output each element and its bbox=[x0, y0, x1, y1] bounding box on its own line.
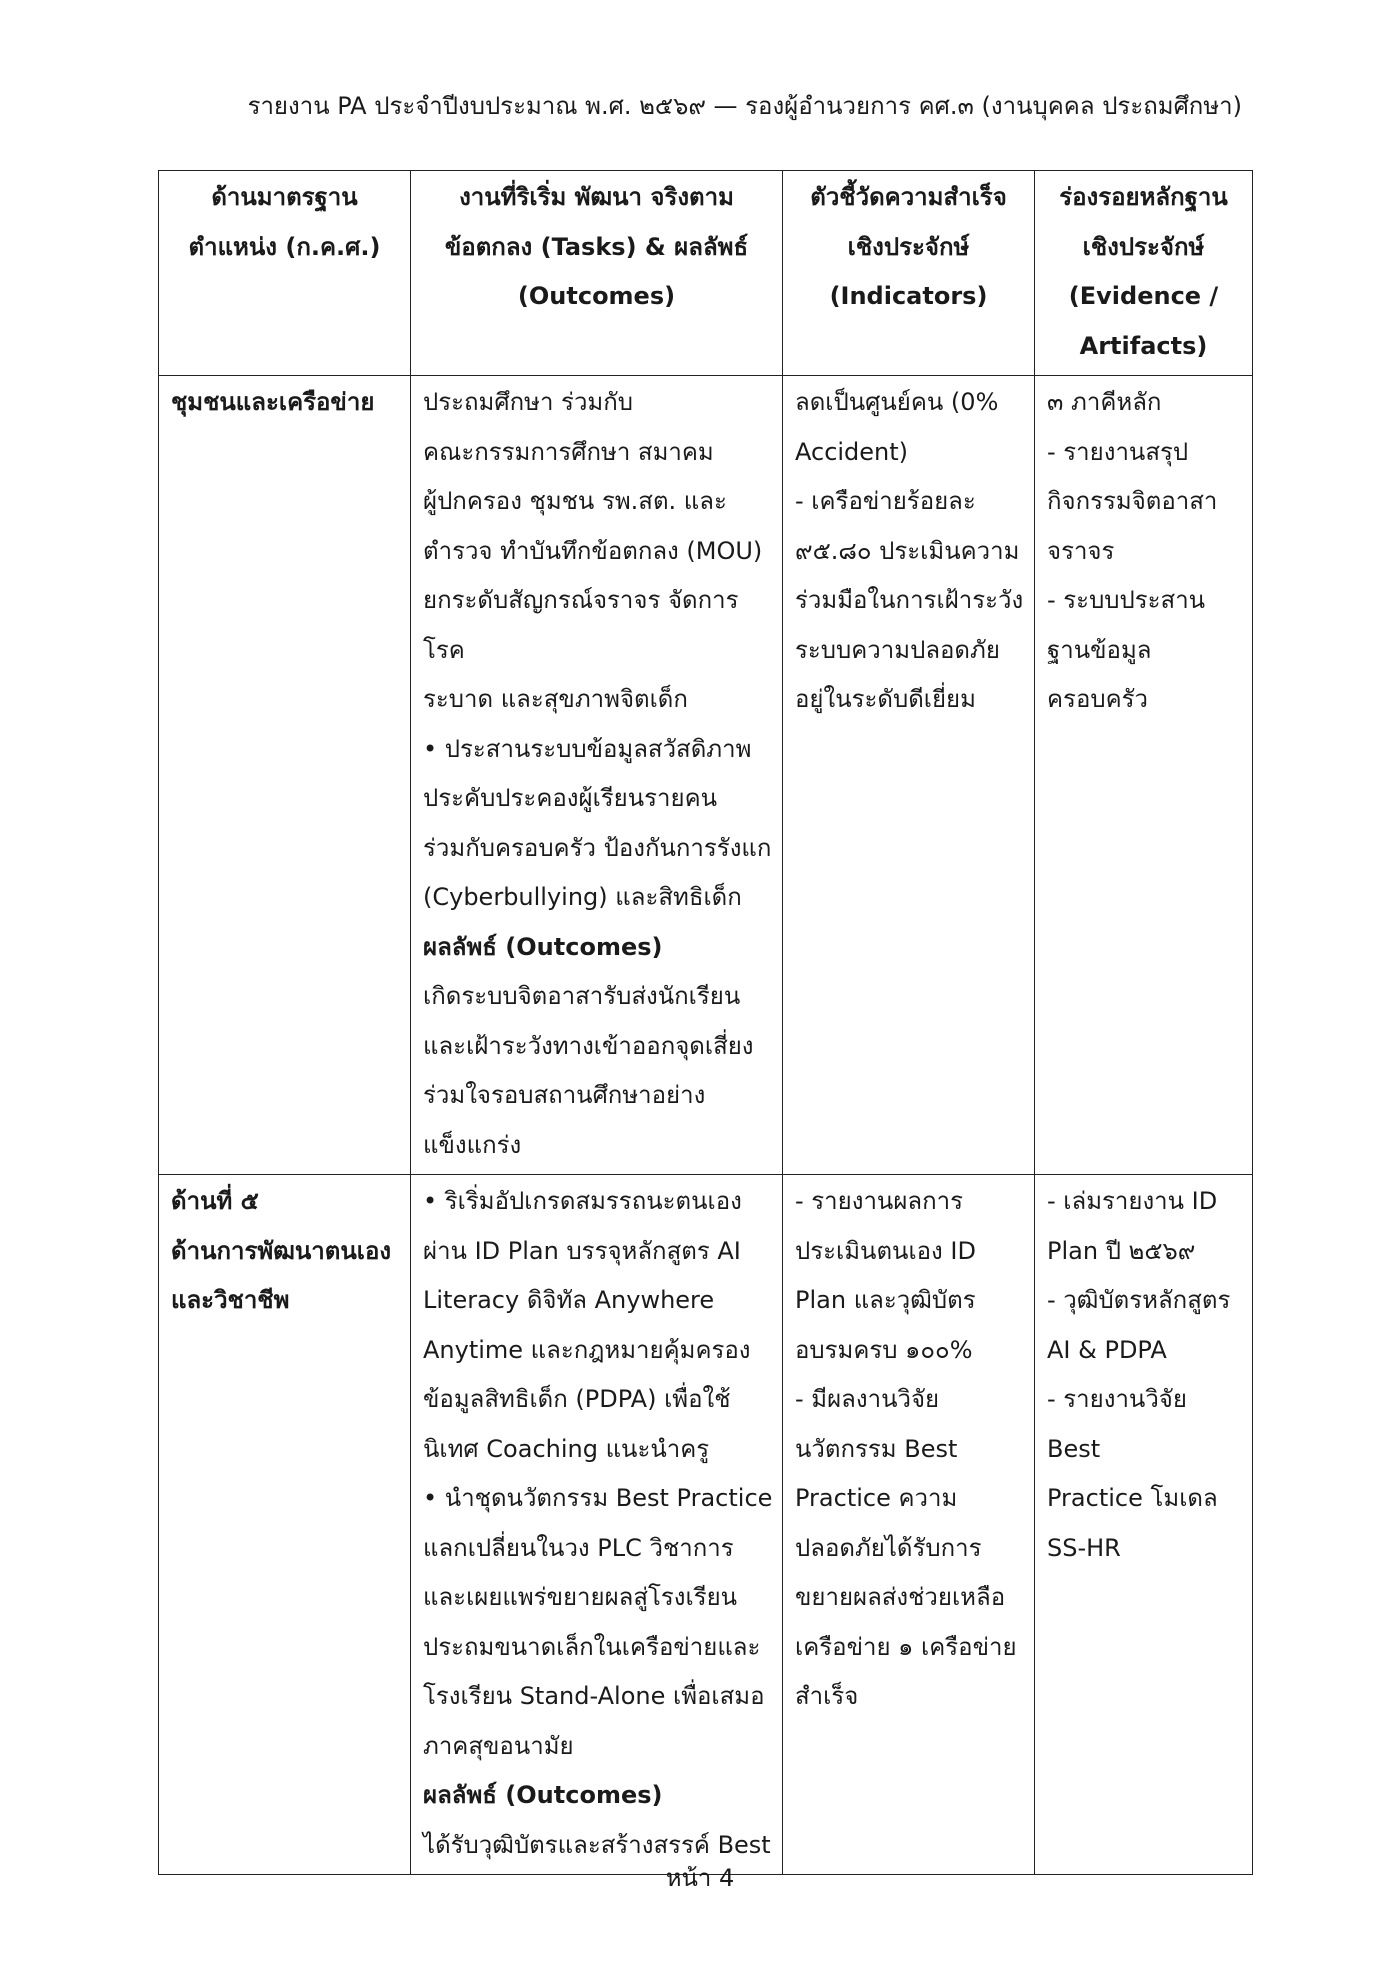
task-line: ร่วมใจรอบสถานศึกษาอย่าง bbox=[423, 1081, 706, 1109]
evidence-cell bbox=[1035, 376, 1253, 1175]
task-line: และเฝ้าระวังทางเข้าออกจุดเสี่ยง bbox=[423, 1031, 754, 1060]
indicator-line: นวัตกรรม Best bbox=[795, 1434, 958, 1463]
header-evidence-line: ร่องรอยหลักฐาน bbox=[1059, 183, 1228, 211]
evidence-line: - วุฒิบัตรหลักสูตร bbox=[1047, 1286, 1231, 1314]
task-line: • ประสานระบบข้อมูลสวัสดิภาพ bbox=[423, 734, 752, 763]
task-line: คณะกรรมการศึกษา สมาคม bbox=[423, 437, 714, 466]
task-line: • นำชุดนวัตกรรม Best Practice bbox=[423, 1484, 773, 1512]
indicator-line: อยู่ในระดับดีเยี่ยม bbox=[795, 685, 976, 713]
task-line: ตำรวจ ทำบันทึกข้อตกลง (MOU) bbox=[423, 536, 763, 565]
task-line: (Cyberbullying) และสิทธิเด็ก bbox=[423, 883, 742, 911]
tasks-cell bbox=[411, 376, 783, 1175]
indicators-cell bbox=[783, 376, 1035, 1175]
task-line: ประถมศึกษา ร่วมกับ bbox=[423, 388, 634, 416]
evidence-line: ๓ ภาคีหลัก bbox=[1047, 388, 1162, 416]
indicator-line: ๙๕.๘๐ ประเมินความ bbox=[795, 536, 1020, 565]
table-body bbox=[159, 376, 1253, 1875]
indicator-line: - รายงานผลการ bbox=[795, 1187, 963, 1215]
evidence-line: - ระบบประสาน bbox=[1047, 586, 1206, 614]
task-line: ระบาด และสุขภาพจิตเด็ก bbox=[423, 685, 688, 713]
task-line: และเผยแพร่ขยายผลสู่โรงเรียน bbox=[423, 1583, 738, 1611]
standard-cell bbox=[159, 376, 411, 1175]
task-line: ภาคสุขอนามัย bbox=[423, 1731, 574, 1760]
evidence-line: จราจร bbox=[1047, 536, 1115, 565]
indicator-line: - เครือข่ายร้อยละ bbox=[795, 487, 976, 515]
task-line: ประถมขนาดเล็กในเครือข่ายและ bbox=[423, 1632, 761, 1661]
indicator-line: ลดเป็นศูนย์คน (0% bbox=[795, 388, 999, 416]
pa-table bbox=[158, 170, 1253, 1875]
indicator-line: ร่วมมือในการเฝ้าระวัง bbox=[795, 586, 1024, 614]
header-indicators-line: เชิงประจักษ์ bbox=[847, 232, 970, 261]
indicator-line: Plan และวุฒิบัตร bbox=[795, 1286, 976, 1314]
header-evidence-line: (Evidence / bbox=[1068, 282, 1219, 310]
evidence-line: - รายงานวิจัย Best bbox=[1047, 1385, 1187, 1463]
page-header: รายงาน PA ประจำปีงบประมาณ พ.ศ. ๒๕๖๙ — รองผู้อำนวยการ คศ.๓ (งานบุคคล ประถมศึกษา) bbox=[247, 92, 1242, 120]
task-line: • ริเริ่มอัปเกรดสมรรถนะตนเอง bbox=[423, 1187, 742, 1215]
evidence-line: AI & PDPA bbox=[1047, 1335, 1167, 1364]
task-line: ผลลัพธ์ (Outcomes) bbox=[423, 1781, 663, 1809]
evidence-line: กิจกรรมจิตอาสา bbox=[1047, 487, 1218, 515]
header-tasks bbox=[411, 171, 783, 376]
table-row bbox=[159, 1175, 1253, 1875]
task-line: ผลลัพธ์ (Outcomes) bbox=[423, 932, 663, 961]
header-standard-line: ตำแหน่ง (ก.ค.ศ.) bbox=[188, 232, 381, 261]
indicator-line: - มีผลงานวิจัย bbox=[795, 1385, 940, 1413]
indicator-line: ประเมินตนเอง ID bbox=[795, 1236, 976, 1265]
task-line: ยกระดับสัญกรณ์จราจร จัดการโรค bbox=[423, 586, 739, 664]
task-line: ได้รับวุฒิบัตรและสร้างสรรค์ Best bbox=[423, 1830, 771, 1859]
table-row bbox=[159, 376, 1253, 1175]
evidence-line: - เล่มรายงาน ID bbox=[1047, 1187, 1218, 1215]
indicator-line: ปลอดภัยได้รับการ bbox=[795, 1533, 982, 1562]
evidence-cell bbox=[1035, 1175, 1253, 1875]
evidence-line: SS-HR bbox=[1047, 1533, 1121, 1562]
indicators-cell bbox=[783, 1175, 1035, 1875]
indicator-line: เครือข่าย ๑ เครือข่าย bbox=[795, 1632, 1017, 1661]
indicator-line: ขยายผลส่งช่วยเหลือ bbox=[795, 1583, 1006, 1611]
header-evidence-line: เชิงประจักษ์ bbox=[1082, 232, 1205, 261]
header-indicators-line: ตัวชี้วัดความสำเร็จ bbox=[810, 183, 1007, 211]
task-line: ร่วมกับครอบครัว ป้องกันการรังแก bbox=[423, 833, 772, 862]
standard-cell bbox=[159, 1175, 411, 1875]
task-line: Anytime และกฎหมายคุ้มครอง bbox=[423, 1335, 751, 1364]
task-line: ผ่าน ID Plan บรรจุหลักสูตร AI bbox=[423, 1236, 741, 1265]
task-line: Literacy ดิจิทัล Anywhere bbox=[423, 1286, 715, 1314]
task-line: แลกเปลี่ยนในวง PLC วิชาการ bbox=[423, 1533, 734, 1562]
tasks-cell bbox=[411, 1175, 783, 1875]
page-number: หน้า 4 bbox=[665, 1864, 735, 1892]
task-line: ประคับประคองผู้เรียนรายคน bbox=[423, 784, 718, 812]
task-line: เกิดระบบจิตอาสารับส่งนักเรียน bbox=[423, 982, 741, 1010]
evidence-line: Plan ปี ๒๕๖๙ bbox=[1047, 1236, 1196, 1265]
evidence-line: Practice โมเดล bbox=[1047, 1484, 1218, 1512]
task-line: ผู้ปกครอง ชุมชน รพ.สต. และ bbox=[423, 487, 727, 515]
header-standard bbox=[159, 171, 411, 376]
header-evidence-line: Artifacts) bbox=[1079, 331, 1208, 360]
indicator-line: สำเร็จ bbox=[795, 1682, 859, 1710]
evidence-line: - รายงานสรุป bbox=[1047, 437, 1189, 466]
header-tasks-line: ข้อตกลง (Tasks) & ผลลัพธ์ bbox=[444, 232, 749, 261]
evidence-line: ครอบครัว bbox=[1047, 685, 1149, 713]
standard-line: ชุมชนและเครือข่าย bbox=[171, 388, 375, 416]
header-tasks-line: (Outcomes) bbox=[517, 282, 676, 310]
task-line: ข้อมูลสิทธิเด็ก (PDPA) เพื่อใช้ bbox=[423, 1385, 731, 1413]
header-indicators-line: (Indicators) bbox=[829, 282, 988, 310]
task-line: โรงเรียน Stand-Alone เพื่อเสมอ bbox=[423, 1682, 765, 1710]
table-header-row bbox=[159, 171, 1253, 376]
header-tasks-line: งานที่ริเริ่ม พัฒนา จริงตาม bbox=[459, 183, 734, 211]
header-standard-line: ด้านมาตรฐาน bbox=[211, 183, 358, 211]
indicator-line: อบรมครบ ๑๐๐% bbox=[795, 1335, 973, 1364]
standard-line: ด้านที่ ๕ bbox=[171, 1187, 259, 1215]
standard-line: ด้านการพัฒนาตนเอง bbox=[171, 1236, 392, 1265]
header-evidence bbox=[1035, 171, 1253, 376]
standard-line: และวิชาชีพ bbox=[171, 1286, 290, 1314]
indicator-line: ระบบความปลอดภัย bbox=[795, 635, 1000, 664]
indicator-line: Accident) bbox=[795, 437, 909, 466]
task-line: แข็งแกร่ง bbox=[423, 1130, 522, 1159]
indicator-line: Practice ความ bbox=[795, 1484, 958, 1512]
header-indicators bbox=[783, 171, 1035, 376]
task-line: นิเทศ Coaching แนะนำครู bbox=[423, 1434, 710, 1463]
evidence-line: ฐานข้อมูล bbox=[1047, 635, 1152, 664]
